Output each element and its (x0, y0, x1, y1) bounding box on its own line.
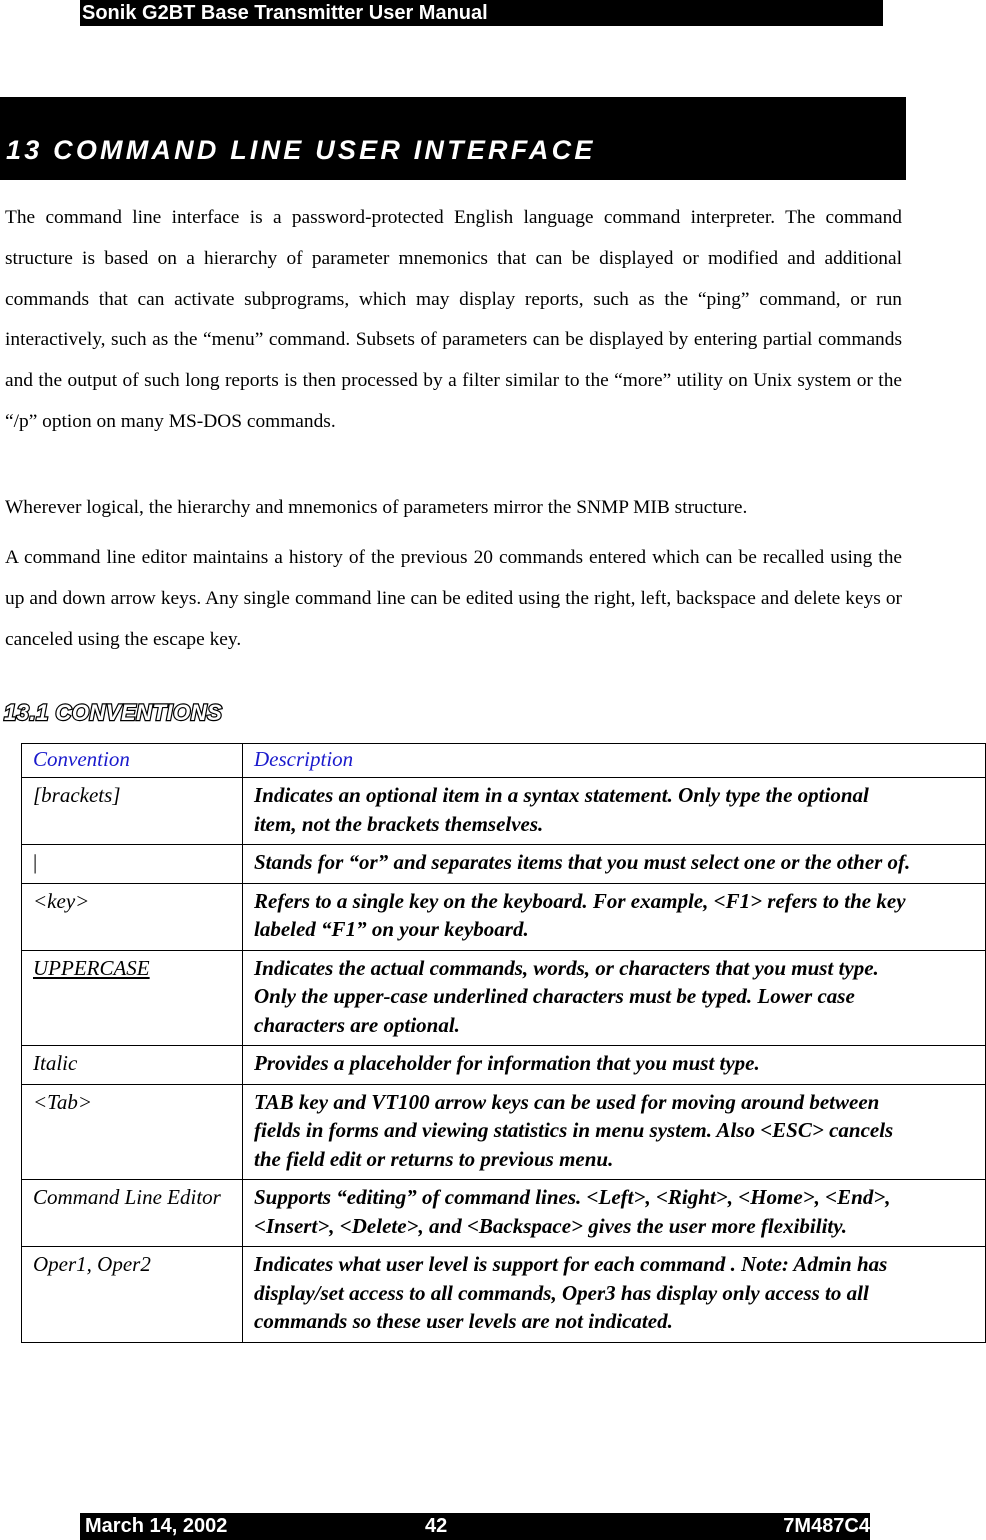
editor-paragraph: A command line editor maintains a history of the previous 20 commands entered which can be recalled using the up and down arrow keys. Any single command line can be edited using the right, left, backspace and delete keys or canceled using the escape key. (5, 547, 902, 650)
convention-term: Command Line Editor (22, 1180, 243, 1247)
running-footer (80, 1513, 870, 1540)
description-text: Stands for “or” and separates items that you must select one or the other of. (254, 850, 911, 874)
convention-description (243, 778, 986, 845)
description-text: Refers to a single key on the keyboard. For example, <F1> refers to the key labeled “F1” on your keyboard. (254, 888, 906, 941)
table-row (22, 778, 986, 845)
convention-description (243, 845, 986, 884)
convention-description (243, 950, 986, 1046)
section-title: 13.1 CONVENTIONS (4, 700, 223, 725)
convention-term: | (22, 845, 243, 884)
description-text: Indicates what user level is support for each command . Note: Admin has display/set access to all commands, Oper3 has display only access to all commands so these user levels are not indicated. (254, 1252, 888, 1333)
convention-description (243, 1046, 986, 1085)
table-row (22, 1180, 986, 1247)
convention-term: <Tab> (22, 1084, 243, 1180)
chapter-banner (0, 97, 906, 180)
convention-term: Oper1, Oper2 (22, 1247, 243, 1343)
intro-paragraph: The command line interface is a password-protected English language command interpreter. The command structure is based on a hierarchy of parameter mnemonics that can be displayed or modified and additional commands that can activate subprograms, which may display reports, such as the “ping” command, or run interactively, such as the “menu” command. Subsets of parameters can be displayed by entering partial commands and the output of such long reports is then processed by a filter similar to the “more” utility on Unix system or the “/p” option on many MS-DOS commands. (5, 207, 902, 432)
document-id: 7M487C4 (783, 1515, 870, 1537)
conventions-table (21, 743, 986, 1343)
description-text: Supports “editing” of command lines. <Left>, <Right>, <Home>, <End>, <Insert>, <Delete>, and <Backspace> gives the user more flexibility. (254, 1185, 891, 1238)
table-row (22, 1046, 986, 1085)
table-header-row (22, 744, 986, 778)
chapter-title: 13 COMMAND LINE USER INTERFACE (6, 135, 596, 165)
page-number: 42 (425, 1515, 448, 1537)
convention-column-header: Convention (22, 744, 243, 778)
table-row (22, 950, 986, 1046)
snmp-paragraph: Wherever logical, the hierarchy and mnemonics of parameters mirror the SNMP MIB structure. (5, 497, 748, 518)
table-row (22, 845, 986, 884)
convention-description (243, 883, 986, 950)
footer-date: March 14, 2002 (85, 1515, 228, 1537)
description-column-header: Description (243, 744, 986, 778)
convention-description (243, 1180, 986, 1247)
table-row (22, 1084, 986, 1180)
convention-description (243, 1084, 986, 1180)
convention-description (243, 1247, 986, 1343)
description-text: TAB key and VT100 arrow keys can be used for moving around between fields in forms and viewing statistics in menu system. Also <ESC> cancels the field edit or returns to previous menu. (254, 1089, 894, 1171)
description-text: Provides a placeholder for information that you must type. (254, 1051, 760, 1075)
convention-term: <key> (22, 883, 243, 950)
table-row (22, 1247, 986, 1343)
description-text: Indicates an optional item in a syntax statement. Only type the optional item, not the brackets themselves. (254, 783, 869, 836)
convention-term: UPPERCASE (22, 950, 243, 1046)
running-header: Sonik G2BT Base Transmitter User Manual (80, 0, 883, 26)
table-row (22, 883, 986, 950)
convention-term: Italic (22, 1046, 243, 1085)
convention-term: [brackets] (22, 778, 243, 845)
description-text: Indicates the actual commands, words, or characters that you must type. Only the upper-case underlined characters must be typed. Lower case characters are optional. (254, 955, 879, 1037)
